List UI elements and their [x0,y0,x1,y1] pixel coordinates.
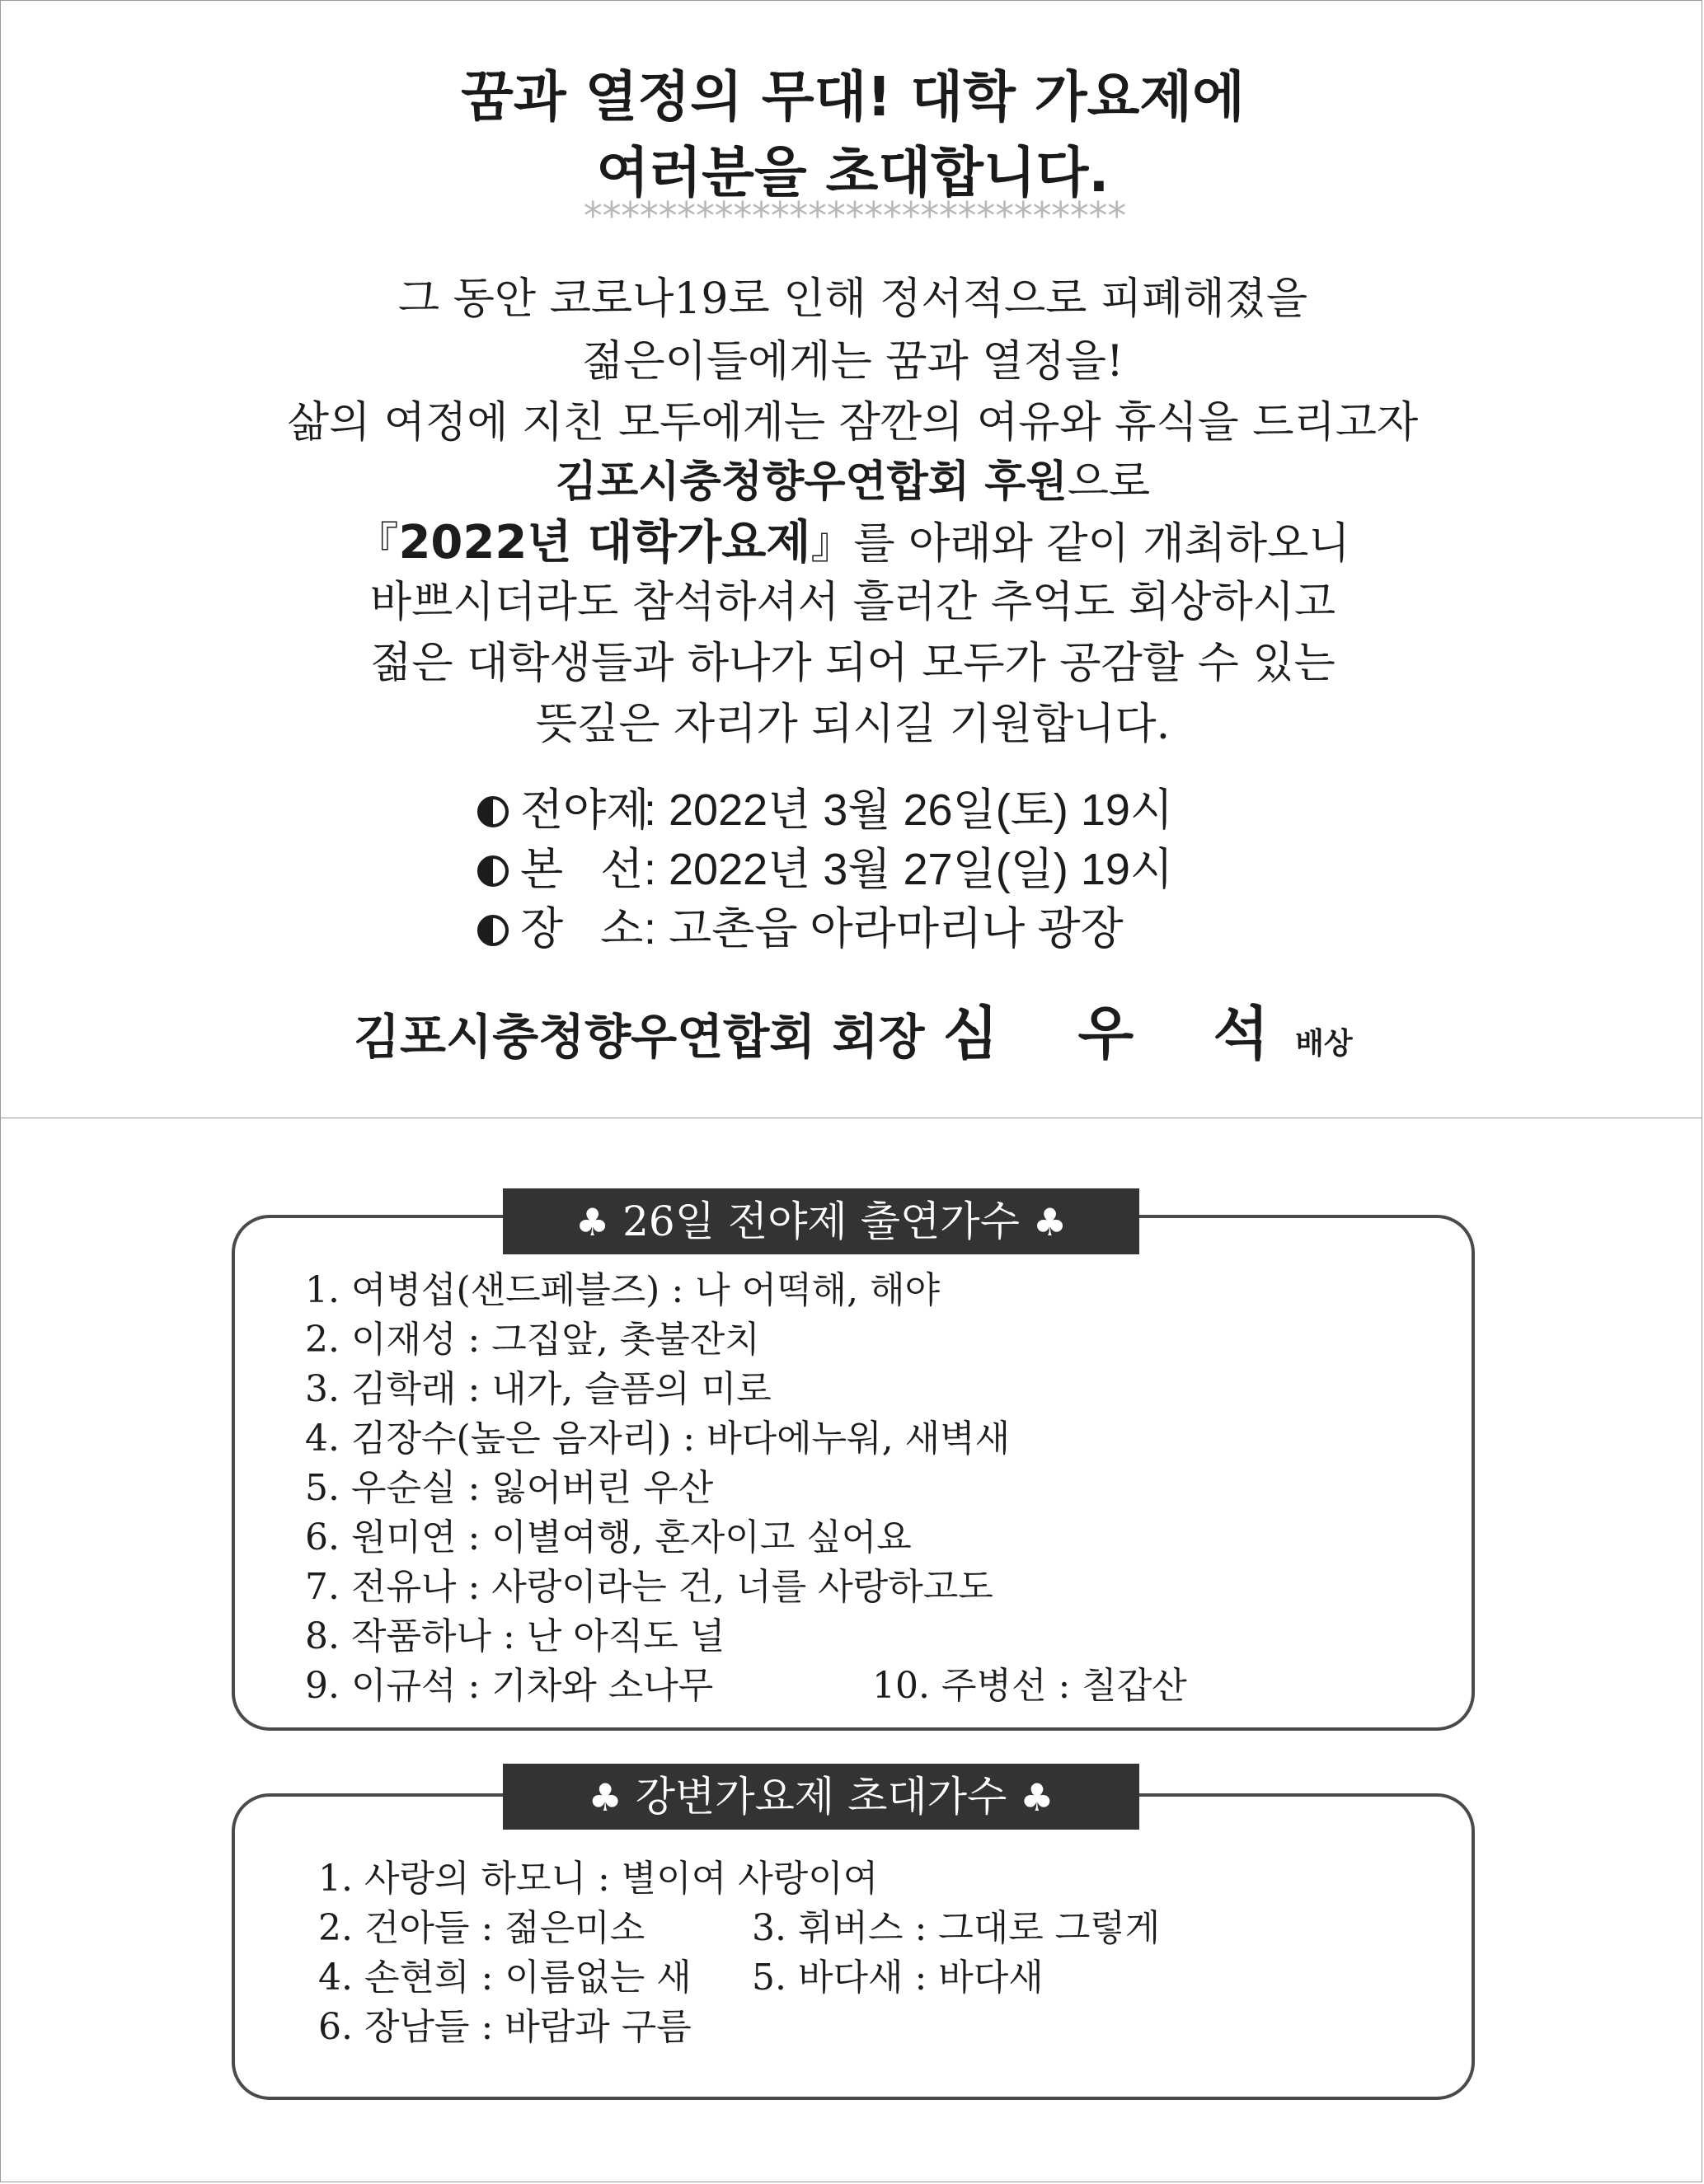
headline-line-1: 꿈과 열정의 무대! 대학 가요제에 [461,65,1245,129]
list-item: 7. 전유나 : 사랑이라는 건, 너를 사랑하고도 [305,1566,993,1608]
list-item: 6. 원미연 : 이별여행, 혼자이고 싶어요 [305,1516,912,1558]
sponsor-name: 김포시충청향우연합회 후원 [555,457,1068,507]
schedule-final [477,847,1173,892]
body-line-2: 젊은이들에게는 꿈과 열정을! [582,337,1124,387]
schedule-label: 전야제 [520,785,650,835]
list-item: 8. 작품하나 : 난 아직도 널 [305,1615,725,1657]
list-item: 1. 사랑의 하모니 : 별이여 사랑이여 [318,1858,879,1900]
body-line-4-tail: 으로 [1067,457,1151,507]
list-item: 5. 우순실 : 잃어버린 우산 [305,1467,714,1509]
list-item: 2. 건아들 : 젊은미소 [318,1907,645,1949]
half-circle-icon [477,855,509,887]
body-line-3: 삶의 여정에 지친 모두에게는 잠깐의 여유와 휴식을 드리고자 [287,398,1419,448]
list-item: 1. 여병섭(샌드페블즈) : 나 어떡해, 해야 [305,1269,941,1311]
signature-honorific: 배상 [1295,1027,1353,1061]
schedule-value: : 2022년 3월 26일(토) 19시 [644,785,1174,835]
schedule-venue [477,904,1124,954]
list-item: 10. 주병선 : 칠갑산 [872,1665,1187,1707]
eve-performers-title-text: 26일 전야제 출연가수 [622,1197,1020,1245]
list-item: 4. 김장수(높은 음자리) : 바다에누워, 새벽새 [305,1418,1011,1460]
schedule-label: 본 선 [520,845,644,894]
half-circle-icon [477,796,509,827]
list-item: 6. 장남들 : 바람과 구름 [318,2006,692,2048]
body-line-6: 바쁘시더라도 참석하셔서 흘러간 추억도 회상하시고 [369,578,1336,627]
list-item: 5. 바다새 : 바다새 [752,1957,1044,1999]
club-suit-icon: ♣ [1020,1775,1054,1820]
schedule-label: 장 소 [520,904,644,954]
list-item: 9. 이규석 : 기차와 소나무 [305,1665,714,1707]
star-divider: ***************************** [581,194,1124,238]
signature-title: 김포시충청향우연합회 회장 [354,1009,925,1065]
riverside-guests-title [503,1764,1139,1830]
open-bracket: 『 [355,519,399,569]
list-item: 4. 손현희 : 이름없는 새 [318,1957,692,1999]
headline-line-2: 여러분을 초대합니다. [596,141,1110,204]
list-item: 3. 김학래 : 내가, 슬픔의 미로 [305,1368,772,1410]
club-suit-icon: ♣ [1032,1200,1068,1244]
body-line-5 [1,516,1704,569]
signature [354,1000,1353,1067]
club-suit-icon: ♣ [588,1775,622,1820]
riverside-guests-title-text: 강변가요제 초대가수 [635,1773,1007,1821]
schedule-value: : 2022년 3월 27일(일) 19시 [644,845,1174,894]
schedule-value: : 고촌읍 아라마리나 광장 [644,904,1124,954]
body-line-7: 젊은 대학생들과 하나가 되어 모두가 공감할 수 있는 [370,639,1336,688]
body-line-8: 뜻깊은 자리가 되시길 기원합니다. [535,700,1171,749]
eve-performers-title [503,1188,1139,1254]
list-item: 2. 이재성 : 그집앞, 촛불잔치 [305,1319,760,1361]
signature-name: 심 우 석 [942,1000,1299,1067]
body-line-1: 그 동안 코로나19로 인해 정서적으로 피폐해졌을 [397,274,1308,324]
festival-name: 2022년 대학가요제 [398,516,811,569]
schedule-eve [477,785,1174,835]
half-circle-icon [477,915,509,946]
body-line-4 [1,457,1704,507]
body-line-5-tail: 를 아래와 같이 개최하오니 [853,519,1350,569]
list-item: 3. 휘버스 : 그대로 그렇게 [752,1907,1161,1949]
club-suit-icon: ♣ [575,1200,610,1244]
close-bracket: 』 [810,519,854,569]
